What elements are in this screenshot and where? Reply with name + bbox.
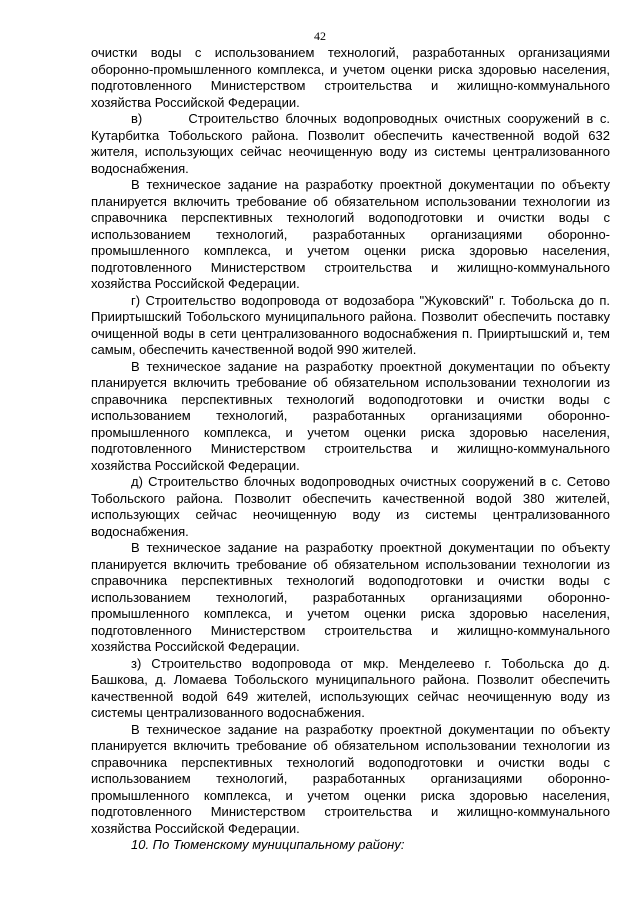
paragraph-continuation: очистки воды с использованием технологий, разработанных организациями оборонно-промышленного комплекса, и учетом оценки риска здоровью населения, подготовленного Министерством строительства и жилищно-коммунального хозяйства Российской Федерации. xyxy=(91,45,610,110)
paragraph-item-d: д) Строительство блочных водопроводных очистных сооружений в с. Сетово Тобольского района. Позволит обеспечить качественной водой 380 жителей, использующих сейчас неочищенную воду из системы централизованного водоснабжения. xyxy=(91,474,610,539)
paragraph-tech-requirement: В техническое задание на разработку проектной документации по объекту планируется включить требование об обязательном использовании технологии из справочника перспективных технологий водоподготовки и очистки воды с использованием технологий, разработанных организациями оборонно-промышленного комплекса, и учетом оценки риска здоровью населения, подготовленного Министерством строительства и жилищно-коммунального хозяйства Российской Федерации. xyxy=(91,540,610,654)
paragraph-tech-requirement: В техническое задание на разработку проектной документации по объекту планируется включить требование об обязательном использовании технологии из справочника перспективных технологий водоподготовки и очистки воды с использованием технологий, разработанных организациями оборонно-промышленного комплекса, и учетом оценки риска здоровью населения, подготовленного Министерством строительства и жилищно-коммунального хозяйства Российской Федерации. xyxy=(91,358,610,473)
section-heading-tyumen-district: 10. По Тюменскому муниципальному району: xyxy=(131,837,405,852)
paragraph-tech-requirement: В техническое задание на разработку проектной документации по объекту планируется включить требование об обязательном использовании технологии из справочника перспективных технологий водоподготовки и очистки воды с использованием технологий, разработанных организациями оборонно-промышленного комплекса, и учетом оценки риска здоровью населения, подготовленного Министерством строительства и жилищно-коммунального хозяйства Российской Федерации. xyxy=(91,177,610,291)
paragraph-item-v: в) Строительство блочных водопроводных очистных сооружений в с. Кутарбитка Тобольского района. Позволит обеспечить качественной водой 632 жителя, использующих сейчас неочищенную воду из системы централизованного водоснабжения. xyxy=(91,111,610,176)
page-number: 42 xyxy=(314,29,326,43)
paragraph-item-g: г) Строительство водопровода от водозабора "Жуковский" г. Тобольска до п. Прииртышский Тобольского муниципального района. Позволит обеспечить поставку очищенной воды в сети централизованного водоснабжения п. Прииртышский и, тем самым, обеспечить качественной водой 990 жителей. xyxy=(91,292,610,357)
paragraph-tech-requirement: В техническое задание на разработку проектной документации по объекту планируется включить требование об обязательном использовании технологии из справочника перспективных технологий водоподготовки и очистки воды с использованием технологий, разработанных организациями оборонно-промышленного комплекса, и учетом оценки риска здоровью населения, подготовленного Министерством строительства и жилищно-коммунального хозяйства Российской Федерации. xyxy=(91,721,610,836)
paragraph-item-z: з) Строительство водопровода от мкр. Менделеево г. Тобольска до д. Башкова, д. Ломаева Тобольского муниципального района. Позволит обеспечить качественной водой 649 жителей, использующих сейчас неочищенную воду из системы централизованного водоснабжения. xyxy=(91,655,610,720)
document-body xyxy=(91,45,610,854)
